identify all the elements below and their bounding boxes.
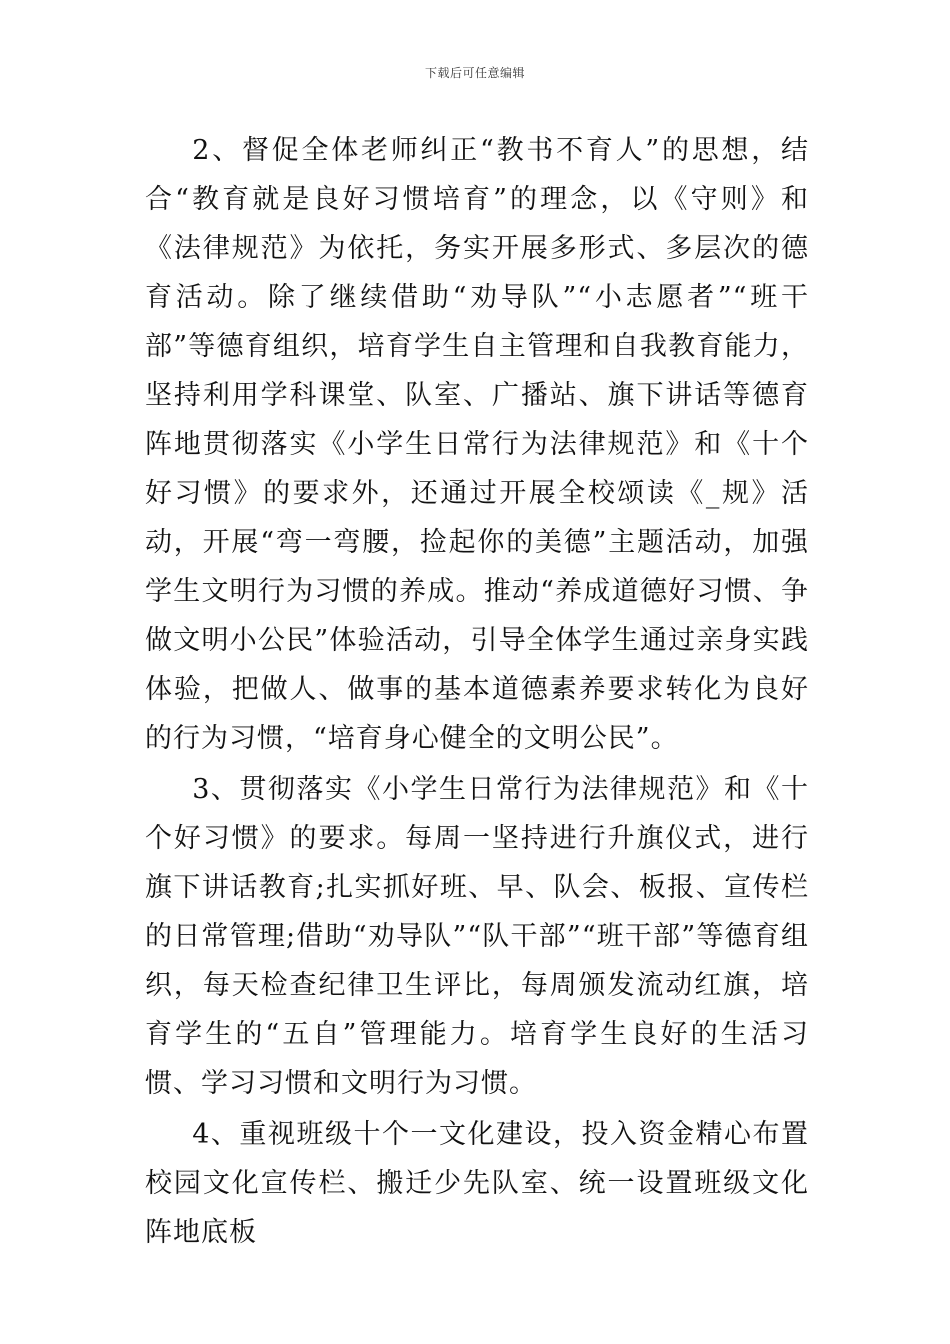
paragraph-3: 3、贯彻落实《小学生日常行为法律规范》和《十个好习惯》的要求。每周一坚持进行升旗仪式，进行旗下讲话教育;扎实抓好班、早、队会、板报、宣传栏的日常管理;借助“劝导队”“队干部”“班干部”等德育组织，每天检查纪律卫生评比，每周颁发流动红旗，培育学生的“五自”管理能力。培育学生良好的生活习惯、学习习惯和文明行为习惯。 [145, 774, 809, 1099]
document-body [145, 126, 809, 1257]
paragraph-2: 2、督促全体老师纠正“教书不育人”的思想，结合“教育就是良好习惯培育”的理念，以《守则》和《法律规范》为依托，务实开展多形式、多层次的德育活动。除了继续借助“劝导队”“小志愿者”“班干部”等德育组织，培育学生自主管理和自我教育能力，坚持利用学科课堂、队室、广播站、旗下讲话等德育阵地贯彻落实《小学生日常行为法律规范》和《十个好习惯》的要求外，还通过开展全校颂读《_规》活动，开展“弯一弯腰，捡起你的美德”主题活动，加强学生文明行为习惯的养成。推动“养成道德好习惯、争做文明小公民”体验活动，引导全体学生通过亲身实践体验，把做人、做事的基本道德素养要求转化为良好的行为习惯，“培育身心健全的文明公民”。 [145, 135, 809, 754]
paragraph-4: 4、重视班级十个一文化建设，投入资金精心布置校园文化宣传栏、搬迁少先队室、统一设置班级文化阵地底板 [145, 1119, 809, 1248]
page-header: 下载后可任意编辑 [424, 66, 525, 80]
